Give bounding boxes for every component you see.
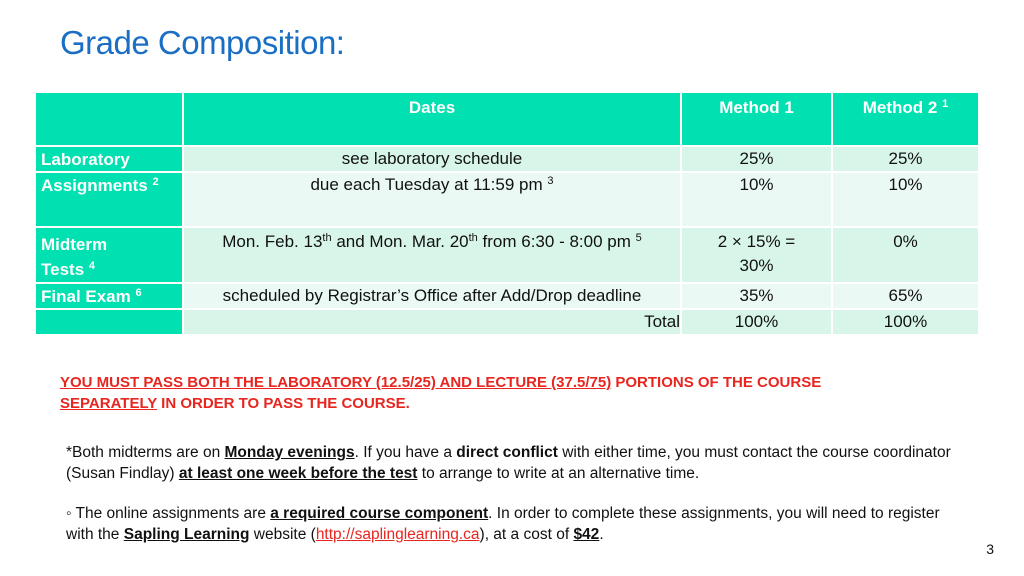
row-label: Midterm Tests $^4$	[35, 227, 183, 283]
row-method-1: 2 × 15% = 30%	[681, 227, 832, 283]
row-label: Laboratory	[35, 146, 183, 172]
row-total-label: Total	[183, 309, 681, 335]
pass-requirement-warning: YOU MUST PASS BOTH THE LABORATORY (12.5/25) AND LECTURE (37.5/75) PORTIONS OF THE COURSE SEPARATELY IN ORDER TO PASS THE COURSE.	[60, 374, 822, 412]
row-method-2: 10%	[832, 172, 979, 227]
row-label: Assignments $^2$	[35, 172, 183, 227]
table-row-assignments	[35, 172, 979, 227]
row-method-1: 100%	[681, 309, 832, 335]
page-number: 3	[986, 541, 994, 557]
table-row-midterm	[35, 227, 979, 283]
row-method-2: 0%	[832, 227, 979, 283]
header-method-1: Method 1	[681, 92, 832, 146]
header-dates: Dates	[183, 92, 681, 146]
table-row-laboratory	[35, 146, 979, 172]
header-empty-cell	[35, 92, 183, 146]
row-dates: see laboratory schedule	[183, 146, 681, 172]
row-label	[35, 309, 183, 335]
table-header-row	[35, 92, 979, 146]
online-assignments-note: ◦ The online assignments are a required course component. In order to complete these assignments, you will need to register with the Sapling Learning website (http://saplinglearning.ca), at a cost of $42.	[66, 505, 940, 543]
table-row-total	[35, 309, 979, 335]
row-method-2: 100%	[832, 309, 979, 335]
midterm-note: *Both midterms are on Monday evenings. If you have a direct conflict with either time, you must contact the course coordinator (Susan Findlay) at least one week before the test to arrange to write at an alternative time.	[66, 444, 951, 482]
page-title: Grade Composition:	[60, 24, 345, 61]
table-row-final-exam	[35, 283, 979, 309]
grade-table	[34, 91, 980, 336]
row-dates: due each Tuesday at 11:59 pm $^3$	[183, 172, 681, 227]
row-method-2: 25%	[832, 146, 979, 172]
row-dates: scheduled by Registrar’s Office after Add/Drop deadline	[183, 283, 681, 309]
row-method-1: 35%	[681, 283, 832, 309]
row-method-2: 65%	[832, 283, 979, 309]
row-method-1: 25%	[681, 146, 832, 172]
sapling-link[interactable]: http://saplinglearning.ca	[315, 526, 480, 543]
header-method-2: Method 2 $^1$	[832, 92, 979, 146]
row-label: Final Exam $^6$	[35, 283, 183, 309]
row-dates: Mon. Feb. 13th and Mon. Mar. 20th from 6:30 - 8:00 pm $^5$	[183, 227, 681, 283]
row-method-1: 10%	[681, 172, 832, 227]
